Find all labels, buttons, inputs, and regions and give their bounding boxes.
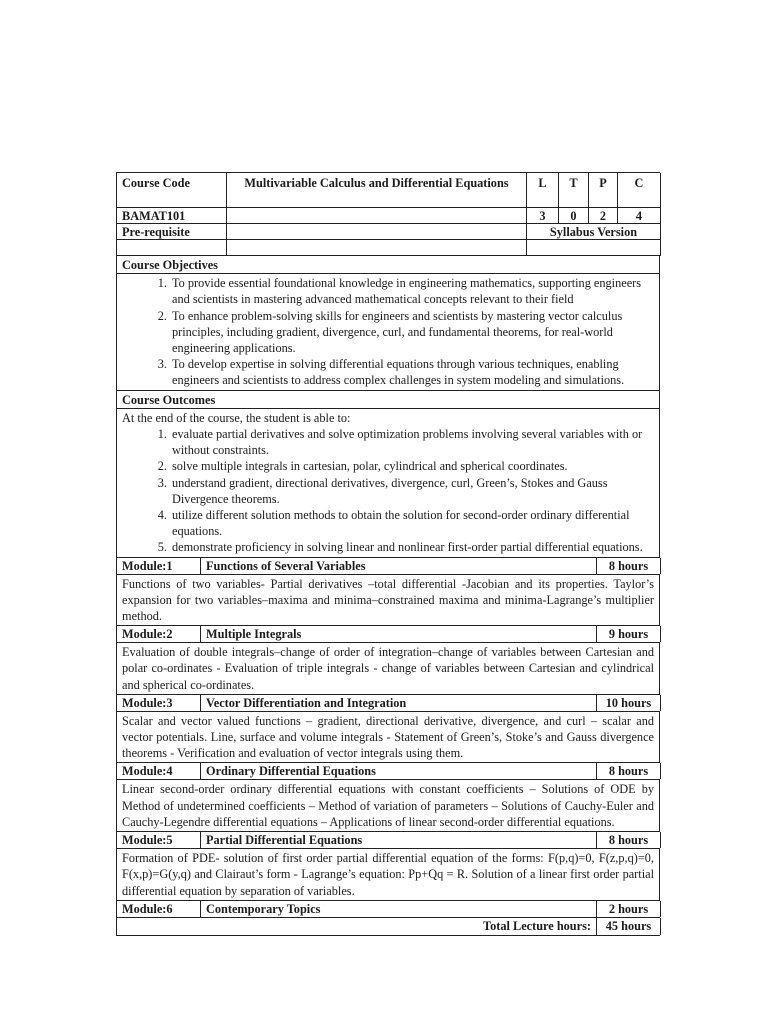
module-header: [116, 901, 660, 918]
blank-cell: [227, 240, 527, 256]
module-title: Multiple Integrals: [201, 626, 597, 642]
module-title: Ordinary Differential Equations: [201, 763, 597, 779]
module-label: Module:4: [117, 763, 201, 779]
course-title: Multivariable Calculus and Differential Equations: [227, 173, 527, 208]
module-content: Evaluation of double integrals–change of order of integration–change of variables between Cartesian and polar co-ordinates - Evaluation of triple integrals - change of variables between Cartesian and cylindrical and spherical co-ordinates.: [116, 643, 660, 695]
total-hours: 45 hours: [597, 918, 661, 935]
blank-cell: [117, 240, 227, 256]
course-outcomes-body: [116, 409, 660, 558]
course-code: BAMAT101: [117, 208, 227, 224]
c-header: C: [618, 173, 661, 208]
blank-cell: [227, 208, 527, 224]
p-header: P: [589, 173, 618, 208]
list-item: 3. understand gradient, directional derivatives, divergence, curl, Green’s, Stokes and Gauss Divergence theorems.: [170, 475, 654, 507]
module-content: Functions of two variables- Partial derivatives –total differential -Jacobian and its properties. Taylor’s expansion for two variables–maxima and minima–constrained maxima and minima-Lagrange’s multiplier method.: [116, 575, 660, 627]
total-label: Total Lecture hours:: [117, 918, 597, 935]
module-hours: 9 hours: [597, 626, 661, 642]
course-header-table: [116, 172, 660, 256]
module-content: Scalar and vector valued functions – gradient, directional derivative, divergence, and curl – scalar and vector potentials. Line, surface and volume integrals - Statement of Green’s, Stoke’s and Gauss divergence theorems - Verification and evaluation of vector integrals using them.: [116, 712, 660, 764]
c-value: 4: [618, 208, 661, 224]
module-title: Functions of Several Variables: [201, 558, 597, 574]
module-header: [116, 763, 660, 780]
module-hours: 8 hours: [597, 763, 661, 779]
module-header: [116, 558, 660, 575]
syllabus-document: [116, 172, 660, 936]
total-hours-row: [116, 918, 660, 936]
module-label: Module:6: [117, 901, 201, 917]
module-label: Module:1: [117, 558, 201, 574]
module-title: Contemporary Topics: [201, 901, 597, 917]
outcomes-list: [122, 426, 654, 556]
prereq-value: [227, 224, 527, 240]
module-content: Formation of PDE- solution of first order partial differential equation of the forms: F(p,q)=0, F(z,p,q)=0, F(x,p)=G(y,q) and Clairaut’s form - Lagrange’s equation: Pp+Qq = R. Solution of a linear first order partial differential equation by separation of variables.: [116, 849, 660, 901]
module-header: [116, 626, 660, 643]
module-title: Vector Differentiation and Integration: [201, 695, 597, 711]
outcomes-intro: At the end of the course, the student is able to:: [122, 410, 351, 425]
p-value: 2: [589, 208, 618, 224]
module-label: Module:5: [117, 832, 201, 848]
syllabus-version-label: Syllabus Version: [527, 224, 661, 240]
list-item: 1. To provide essential foundational knowledge in engineering mathematics, supporting engineers and scientists in mastering advanced mathematical concepts relevant to their field: [170, 275, 654, 307]
module-hours: 10 hours: [597, 695, 661, 711]
course-code-label: Course Code: [117, 173, 227, 208]
syllabus-version-value: [527, 240, 661, 256]
module-label: Module:2: [117, 626, 201, 642]
module-title: Partial Differential Equations: [201, 832, 597, 848]
module-hours: 8 hours: [597, 832, 661, 848]
list-item: 1. evaluate partial derivatives and solve optimization problems involving several variables with or without constraints.: [170, 426, 654, 458]
t-value: 0: [559, 208, 589, 224]
l-value: 3: [527, 208, 559, 224]
course-objectives-title: Course Objectives: [116, 256, 660, 274]
course-outcomes-title: Course Outcomes: [116, 391, 660, 409]
list-item: 2. solve multiple integrals in cartesian, polar, cylindrical and spherical coordinates.: [170, 458, 654, 474]
list-item: 5. demonstrate proficiency in solving linear and nonlinear first-order partial differential equations.: [170, 539, 654, 555]
objectives-list: [122, 275, 654, 388]
module-hours: 2 hours: [597, 901, 661, 917]
course-objectives-body: [116, 274, 660, 390]
module-content: Linear second-order ordinary differential equations with constant coefficients – Solutions of ODE by Method of undetermined coefficients – Method of variation of parameters – Solutions of Cauchy-Euler and Cauchy-Legendre differential equations – Applications of linear second-order differential equations.: [116, 780, 660, 832]
prereq-label: Pre-requisite: [117, 224, 227, 240]
list-item: 4. utilize different solution methods to obtain the solution for second-order ordinary differential equations.: [170, 507, 654, 539]
module-label: Module:3: [117, 695, 201, 711]
module-hours: 8 hours: [597, 558, 661, 574]
module-header: [116, 695, 660, 712]
list-item: 2. To enhance problem-solving skills for engineers and scientists by mastering vector calculus principles, including gradient, divergence, curl, and fundamental theorems, for real-world engineering applications.: [170, 308, 654, 357]
module-header: [116, 832, 660, 849]
t-header: T: [559, 173, 589, 208]
l-header: L: [527, 173, 559, 208]
list-item: 3. To develop expertise in solving differential equations through various techniques, enabling engineers and scientists to address complex challenges in system modeling and simulations.: [170, 356, 654, 388]
